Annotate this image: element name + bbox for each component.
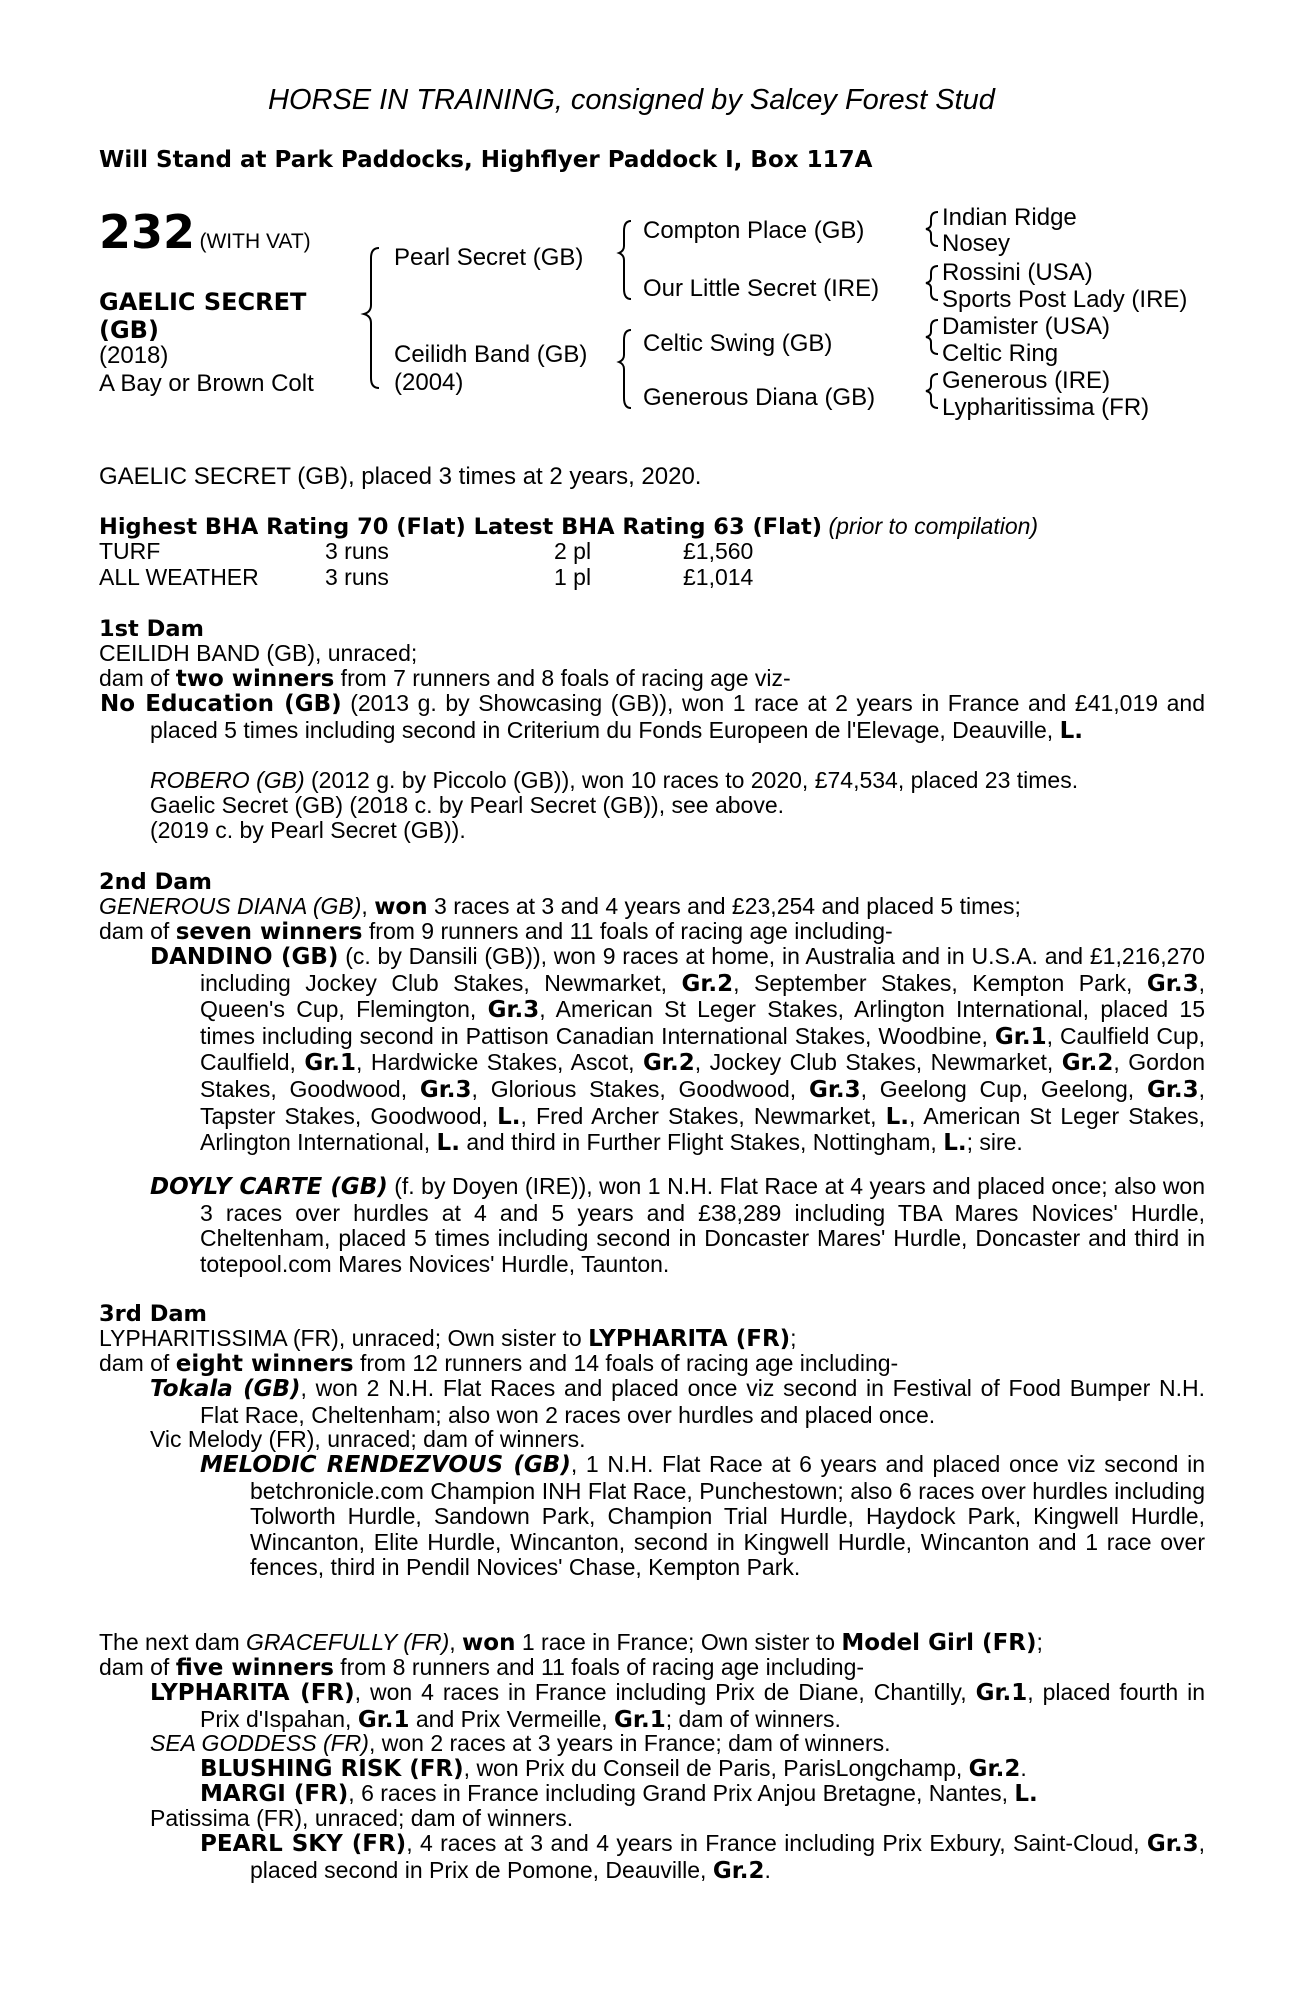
text: 3 races at 3 and 4 years and £23,254 and placed 5 times; [427, 893, 1021, 919]
text: from 7 runners and 8 foals of racing age viz- [334, 665, 791, 691]
surface: ALL WEATHER [99, 564, 259, 590]
progeny-entry-vic: Vic Melody (FR), unraced; dam of winners. [150, 1426, 586, 1452]
text: . [1020, 1755, 1027, 1781]
dam-sire: Celtic Swing (GB) [643, 330, 833, 357]
progeny-text: (2013 g. by Showcasing (GB)), won 1 race at 2 years in France and £41,019 and placed 5 times including second in Criterium du Fonds Europeen de l'Elevage, Deauville, [150, 690, 1205, 743]
sire-sire-sire: Indian Ridge [942, 204, 1077, 231]
text: , American St Leger Stakes, Arlington International, placed 15 times including second in Pattison Canadian International Stakes, Woodbine, [200, 996, 1205, 1049]
stand-location: Will Stand at Park Paddocks, Highflyer Paddock I, Box 117A [99, 147, 873, 173]
text: ; sire. [966, 1129, 1023, 1156]
grade: Gr.1 [975, 1680, 1028, 1706]
sire-dam-dam: Sports Post Lady (IRE) [942, 286, 1188, 313]
progeny-name: Tokala (GB) [150, 1376, 301, 1402]
text: dam of [99, 1654, 176, 1680]
progeny-name: BLUSHING RISK (FR) [200, 1756, 464, 1782]
text: , Gordon Stakes, Goodwood, [200, 1049, 1205, 1102]
winners-count: five winners [175, 1655, 334, 1681]
text: , Geelong Cup, Geelong, [860, 1075, 1147, 1102]
earnings: £1,014 [683, 564, 754, 590]
text: , Glorious Stakes, Goodwood, [471, 1075, 809, 1102]
lot-number: 232 [99, 205, 196, 259]
progeny-entry-sea-goddess [150, 1731, 891, 1757]
grade: Gr.3 [1146, 970, 1199, 997]
text: , American St Leger Stakes, Arlington International, [200, 1102, 1205, 1156]
grade: Gr.1 [994, 1023, 1047, 1050]
grade: L. [943, 1130, 967, 1157]
text: , Tapster Stakes, Goodwood, [200, 1075, 1206, 1129]
placed: 2 pl [554, 538, 592, 564]
consignor-title: HORSE IN TRAINING, consigned by Salcey Forest Stud [268, 84, 995, 116]
text: ; [790, 1325, 797, 1351]
grade: L. [1014, 1781, 1038, 1807]
ratings-note: (prior to compilation) [828, 513, 1039, 539]
text: , [449, 1629, 463, 1655]
text: , [361, 893, 375, 919]
text: dam of [99, 665, 176, 691]
progeny-entry-pearl-sky [200, 1830, 1205, 1884]
text: , Caulfield Cup, Caulfield, [200, 1022, 1205, 1076]
text: , 6 races in France including Grand Prix Anjou Bretagne, Nantes, [348, 1780, 1015, 1806]
dam-dam-sire: Generous (IRE) [942, 367, 1111, 394]
grade: L. [436, 1130, 460, 1157]
text: and third in Further Flight Stakes, Nottingham, [459, 1129, 944, 1156]
progeny-entry-doyly [150, 1173, 1206, 1277]
sister-name: Model Girl (FR) [841, 1630, 1037, 1656]
text: , won Prix du Conseil de Paris, ParisLongchamp, [463, 1755, 969, 1781]
horse-year: (2018) [99, 342, 169, 369]
dam-name: GENEROUS DIANA (GB) [99, 893, 362, 919]
grade: L. [1059, 717, 1083, 744]
vat-label: (WITH VAT) [199, 230, 311, 253]
dam-dam-dam: Lypharitissima (FR) [942, 394, 1150, 421]
horse-name-country: (GB) [99, 316, 159, 344]
text: . [764, 1856, 771, 1883]
grade: Gr.3 [419, 1076, 472, 1103]
progeny-name: ROBERO (GB) [150, 767, 305, 793]
text: (f. by Doyen (IRE)), won 1 N.H. Flat Race at 4 years and placed once; also won 3 races over hurdles at 4 and 5 years and £38,289 including TBA Mares Novices' Hurdle, Cheltenham, placed 5 times including second in Doncaster Mares' Hurdle, Doncaster and third in totepool.com Mares Novices' Hurdle, Taunton. [200, 1173, 1206, 1277]
brace-gen3-3 [926, 320, 938, 354]
dam-dam: Generous Diana (GB) [643, 384, 876, 411]
next-dam-line1 [99, 1630, 1043, 1657]
dam-name: GRACEFULLY (FR) [246, 1629, 450, 1655]
earnings: £1,560 [683, 538, 754, 564]
grade: L. [497, 1103, 521, 1130]
text: dam of [99, 1350, 176, 1376]
progeny-entry-dandino [150, 943, 1206, 1157]
grade: Gr.3 [1146, 1076, 1199, 1103]
text: , Queen's Cup, Flemington, [200, 969, 1205, 1023]
third-dam-heading: 3rd Dam [99, 1301, 207, 1327]
grade: Gr.1 [357, 1706, 410, 1733]
grade: Gr.2 [968, 1756, 1021, 1782]
progeny-name: No Education (GB) [100, 691, 342, 717]
text: 1 race in France; Own sister to [515, 1629, 842, 1655]
first-dam-heading: 1st Dam [99, 616, 204, 642]
text: , placed second in Prix de Pomone, Deauville, [250, 1830, 1205, 1883]
progeny-entry: (2019 c. by Pearl Secret (GB)). [150, 817, 466, 843]
grade: Gr.2 [1061, 1050, 1114, 1077]
brace-gen1 [364, 248, 379, 388]
grade: Gr.3 [808, 1076, 861, 1103]
grade: Gr.1 [304, 1050, 357, 1077]
third-dam-line2 [99, 1351, 898, 1378]
grade: Gr.2 [712, 1857, 765, 1884]
progeny-entry-lypharita [150, 1679, 1205, 1733]
grade: Gr.2 [681, 970, 734, 997]
brace-gen2-upper [619, 221, 631, 299]
second-dam-heading: 2nd Dam [99, 869, 212, 895]
text: , September Stakes, Kempton Park, [733, 969, 1147, 996]
progeny-name: PEARL SKY (FR) [200, 1831, 407, 1857]
won: won [374, 894, 428, 920]
third-dam-line1 [99, 1326, 797, 1353]
text: LYPHARITISSIMA (FR), unraced; Own sister to [99, 1325, 589, 1351]
text: , Fred Archer Stakes, Newmarket, [520, 1102, 886, 1129]
progeny-entry [100, 691, 1205, 744]
text: , Jockey Club Stakes, Newmarket, [694, 1049, 1062, 1076]
grade: Gr.3 [1146, 1831, 1199, 1857]
dam-sire-dam: Celtic Ring [942, 340, 1059, 367]
text: , Hardwicke Stakes, Ascot, [356, 1049, 644, 1076]
winners-count: two winners [175, 666, 335, 692]
runs: 3 runs [325, 538, 389, 564]
dam: Ceilidh Band (GB) [394, 341, 588, 368]
placed: 1 pl [554, 564, 592, 590]
sister-name: LYPHARITA (FR) [588, 1326, 791, 1352]
won: won [462, 1630, 516, 1656]
progeny-name: LYPHARITA (FR) [150, 1680, 355, 1706]
progeny-entry: Gaelic Secret (GB) (2018 c. by Pearl Secret (GB)), see above. [150, 792, 785, 818]
progeny-entry-melodic [200, 1451, 1205, 1581]
sire-dam-sire: Rossini (USA) [942, 259, 1093, 286]
text: and Prix Vermeille, [409, 1705, 615, 1732]
horse-name: GAELIC SECRET [99, 288, 307, 316]
text: ; dam of winners. [665, 1705, 841, 1732]
progeny-entry-blushing-risk [200, 1756, 1027, 1783]
next-dam-line2 [99, 1655, 864, 1682]
brace-gen3-2 [926, 266, 938, 300]
grade: Gr.1 [614, 1706, 666, 1733]
sire-dam: Our Little Secret (IRE) [643, 275, 880, 302]
surface: TURF [99, 538, 161, 564]
winners-count: seven winners [175, 919, 363, 945]
runs: 3 runs [325, 564, 389, 590]
text: , placed fourth in Prix d'Ispahan, [200, 1679, 1205, 1732]
text: , won 4 races in France including Prix de Diane, Chantilly, [354, 1679, 976, 1705]
grade: Gr.3 [487, 997, 540, 1024]
winners-count: eight winners [175, 1351, 354, 1377]
brace-gen3-1 [926, 212, 938, 246]
sire-sire: Compton Place (GB) [643, 217, 865, 244]
ratings-title: Highest BHA Rating 70 (Flat) Latest BHA Rating 63 (Flat) [99, 514, 823, 540]
first-dam-line2 [99, 666, 791, 693]
text: , won 2 N.H. Flat Races and placed once viz second in Festival of Food Bumper N.H. Flat Race, Cheltenham; also won 2 races over hurdles and placed once. [200, 1375, 1206, 1428]
first-dam-line1: CEILIDH BAND (GB), unraced; [99, 640, 418, 666]
brace-gen2-lower [619, 330, 631, 408]
progeny-entry-patissima: Patissima (FR), unraced; dam of winners. [150, 1805, 574, 1831]
second-dam-line1 [99, 894, 1021, 921]
text: from 8 runners and 11 foals of racing age including- [333, 1654, 865, 1680]
progeny-entry-margi [200, 1781, 1038, 1808]
progeny-name: MELODIC RENDEZVOUS (GB) [200, 1452, 571, 1478]
dam-year: (2004) [394, 369, 464, 396]
progeny-name: DANDINO (GB) [150, 944, 339, 970]
brace-gen3-4 [926, 374, 938, 408]
progeny-entry-tokala [150, 1375, 1206, 1428]
text: from 12 runners and 14 foals of racing age including- [353, 1350, 899, 1376]
progeny-entry [150, 768, 1078, 794]
second-dam-line2 [99, 919, 893, 946]
text: , won 2 races at 3 years in France; dam of winners. [368, 1730, 891, 1756]
progeny-name: SEA GODDESS (FR) [150, 1730, 369, 1756]
progeny-name: DOYLY CARTE (GB) [150, 1174, 388, 1200]
sire-sire-dam: Nosey [942, 230, 1011, 257]
grade: L. [885, 1103, 910, 1130]
grade: Gr.2 [643, 1050, 695, 1077]
sire: Pearl Secret (GB) [394, 244, 584, 271]
dam-sire-sire: Damister (USA) [942, 313, 1111, 340]
text: , 4 races at 3 and 4 years in France including Prix Exbury, Saint-Cloud, [406, 1830, 1147, 1856]
text: dam of [99, 918, 176, 944]
horse-description: A Bay or Brown Colt [99, 370, 314, 397]
text: (c. by Dansili (GB)), won 9 races at home, in Australia and in U.S.A. and £1,216,270 including Jockey Club Stakes, Newmarket, [200, 943, 1205, 996]
text: from 9 runners and 11 foals of racing age including- [362, 918, 893, 944]
progeny-name: MARGI (FR) [200, 1781, 349, 1807]
race-summary: GAELIC SECRET (GB), placed 3 times at 2 years, 2020. [99, 463, 702, 490]
text: The next dam [99, 1629, 247, 1655]
text: ; [1036, 1629, 1043, 1655]
ratings-heading [99, 514, 1038, 541]
text: , 1 N.H. Flat Race at 6 years and placed once viz second in betchronicle.com Champion INH Flat Race, Punchestown; also 6 races over hurdles including Tolworth Hurdle, Sandown Park, Champion Trial Hurdle, Haydock Park, Kingwell Hurdle, Wincanton, Elite Hurdle, Wincanton, second in Kingwell Hurdle, Wincanton and 1 race over fences, third in Pendil Novices' Chase, Kempton Park. [250, 1451, 1205, 1581]
progeny-text: (2012 g. by Piccolo (GB)), won 10 races to 2020, £74,534, placed 23 times. [304, 767, 1079, 793]
